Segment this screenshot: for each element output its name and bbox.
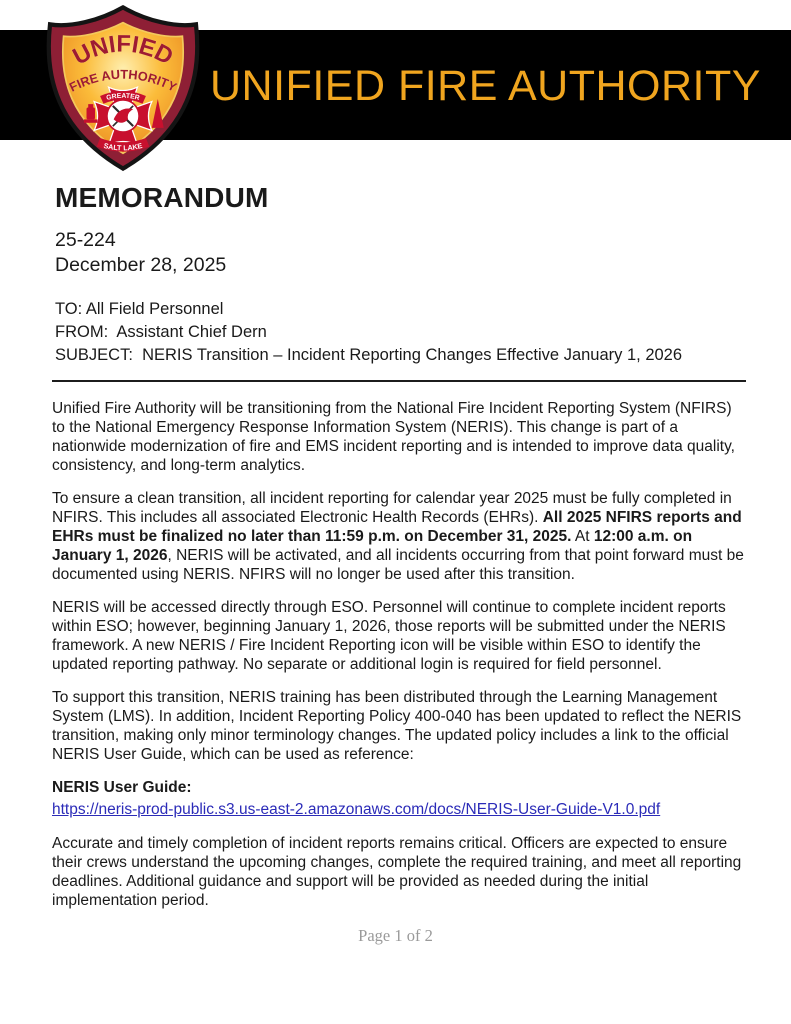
neris-guide-link[interactable]: https://neris-prod-public.s3.us-east-2.amazonaws.com/docs/NERIS-User-Guide-V1.0.pdf (52, 801, 661, 818)
neris-guide-label: NERIS User Guide: (52, 779, 192, 796)
paragraph-closing: Accurate and timely completion of incident reports remains critical. Officers are expected to ensure their crews understand the upcoming changes, complete the required training, and meet all reporting deadlines. Additional guidance and support will be provided as needed during the initial implementation period. (52, 835, 742, 909)
page-number: Page 1 of 2 (358, 926, 433, 945)
memo-meta (55, 228, 746, 278)
paragraph-intro: Unified Fire Authority will be transitioning from the National Fire Incident Reporting System (NFIRS) to the National Emergency Response Information System (NERIS). This change is part of a nationwide modernization of fire and EMS incident reporting and is intended to improve data quality, consistency, and long-term analytics. (52, 400, 735, 474)
p2-deadline-bold: All 2025 NFIRS reports and EHRs must be finalized no later than 11:59 p.m. on December 31, 2025. (52, 509, 742, 545)
p2-seg1: To ensure a clean transition, all incident reporting for calendar year 2025 must be fully completed in NFIRS. This includes all associated Electronic Health Records (EHRs). (52, 490, 732, 526)
p2-seg5: , NERIS will be activated, and all incidents occurring from that point forward must be documented using NERIS. NFIRS will no longer be used after this transition. (52, 547, 744, 583)
memo-fields (55, 298, 746, 367)
memo-subject-line: SUBJECT: NERIS Transition – Incident Reporting Changes Effective January 1, 2026 (55, 346, 683, 364)
shield-badge-icon (38, 4, 208, 172)
paragraph-eso-access: NERIS will be accessed directly through ESO. Personnel will continue to complete incident reports within ESO; however, beginning January 1, 2026, those reports will be submitted under the NERIS framework. A new NERIS / Fire Incident Reporting icon will be visible within ESO to identify the updated reporting pathway. No separate or additional login is required for field personnel. (52, 599, 726, 673)
neris-guide-link-line (52, 799, 746, 820)
memo-date: December 28, 2025 (55, 254, 227, 276)
memo-title: MEMORANDUM (55, 182, 269, 213)
banner-top-text: GREATER (105, 92, 141, 102)
ufa-badge-logo (38, 4, 208, 172)
divider-rule (52, 380, 746, 382)
memo-number: 25-224 (55, 229, 116, 251)
banner-bottom-text: SALT LAKE (102, 140, 144, 153)
paragraph-deadlines (52, 489, 746, 584)
agency-title: UNIFIED FIRE AUTHORITY (210, 62, 761, 110)
badge-arc-bottom-text: FIRE AUTHORITY (66, 66, 180, 95)
p2-seg3: At (571, 528, 594, 545)
memo-document (52, 182, 746, 910)
p2-activation-bold: 12:00 a.m. on January 1, 2026 (52, 528, 693, 564)
badge-arc-top-text: UNIFIED (68, 30, 178, 71)
paragraph-training: To support this transition, NERIS training has been distributed through the Learning Management System (LMS). In addition, Incident Reporting Policy 400-040 has been updated to reflect the NERIS transition, making only minor terminology changes. The updated policy includes a link to the official NERIS User Guide, which can be used as reference: (52, 689, 742, 763)
memo-to-line: TO: All Field Personnel (55, 300, 224, 318)
memo-from-line: FROM: Assistant Chief Dern (55, 323, 267, 341)
